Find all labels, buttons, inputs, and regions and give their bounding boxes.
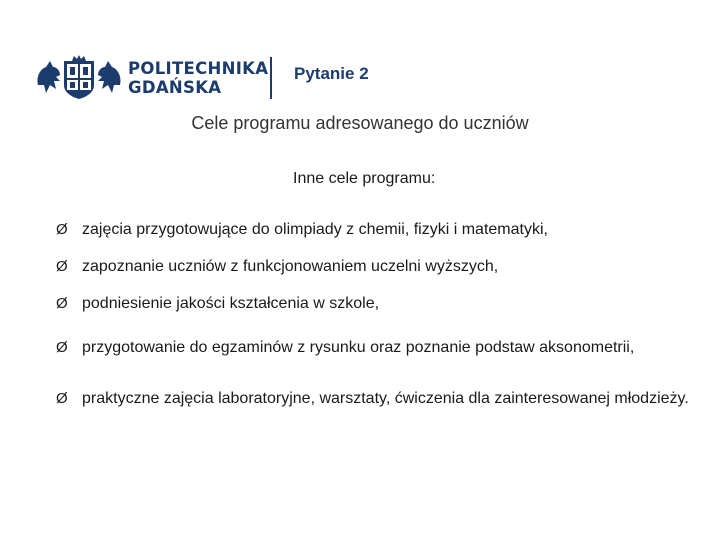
crest-icon: [34, 55, 124, 101]
header-divider: [270, 57, 272, 99]
bullet-item: [56, 382, 696, 416]
slide-subtitle: Inne cele programu:: [293, 170, 436, 187]
bullet-text: praktyczne zajęcia laboratoryjne, warsztaty, ćwiczenia dla zainteresowanej młodzieży.: [82, 390, 689, 407]
bullet-text: zapoznanie uczniów z funkcjonowaniem uczelni wyższych,: [82, 258, 499, 275]
arrow-bullet-icon: Ø: [56, 390, 68, 407]
bullet-item: [56, 257, 696, 277]
slide-tag: Pytanie 2: [294, 64, 369, 83]
arrow-bullet-icon: Ø: [56, 339, 68, 356]
bullet-text: podniesienie jakości kształcenia w szkole,: [82, 295, 380, 312]
bullet-item: [56, 294, 696, 314]
bullet-text: zajęcia przygotowujące do olimpiady z chemii, fizyki i matematyki,: [82, 221, 548, 238]
arrow-bullet-icon: Ø: [56, 258, 68, 275]
university-logo: [34, 55, 269, 101]
logo-line-1: POLITECHNIKA: [128, 59, 269, 78]
logo-line-2: GDAŃSKA: [128, 78, 222, 97]
slide-title: Cele programu adresowanego do uczniów: [191, 113, 529, 133]
arrow-bullet-icon: Ø: [56, 221, 68, 238]
bullet-list: [56, 220, 696, 433]
logo-wordmark: [128, 59, 268, 97]
bullet-text: przygotowanie do egzaminów z rysunku oraz poznanie podstaw aksonometrii,: [82, 339, 635, 356]
arrow-bullet-icon: Ø: [56, 295, 68, 312]
bullet-item: [56, 331, 696, 365]
bullet-item: [56, 220, 696, 240]
